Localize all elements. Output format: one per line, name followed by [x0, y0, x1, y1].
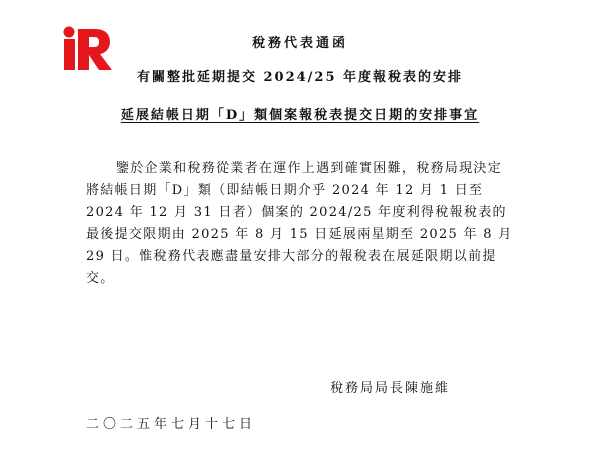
- signature-line: 稅務局局長陳施維: [330, 381, 451, 396]
- body-paragraph: 鑒於企業和稅務從業者在運作上遇到確實困難，稅務局現決定將結帳日期「D」類（即結帳日期介乎 2024 年 12 月 1 日至 2024 年 12 月 31 日者）個案的 2024/25 年度利得稅報稅表的最後提交限期由 2025 年 8 月 15 日延展兩星期至 2025 年 8 月 29 日。惟稅務代表應盡量安排大部分的報稅表在展延限期以前提交。: [86, 161, 513, 286]
- body-text: [86, 158, 516, 290]
- document-subheading: 延展結帳日期「D」類個案報稅表提交日期的安排事宜: [120, 108, 480, 123]
- document-subject: 有關整批延期提交 2024/25 年度報稅表的安排: [136, 70, 464, 85]
- document-date: 二〇二五年七月十七日: [86, 417, 257, 432]
- circular-title: 稅務代表通函: [251, 36, 348, 51]
